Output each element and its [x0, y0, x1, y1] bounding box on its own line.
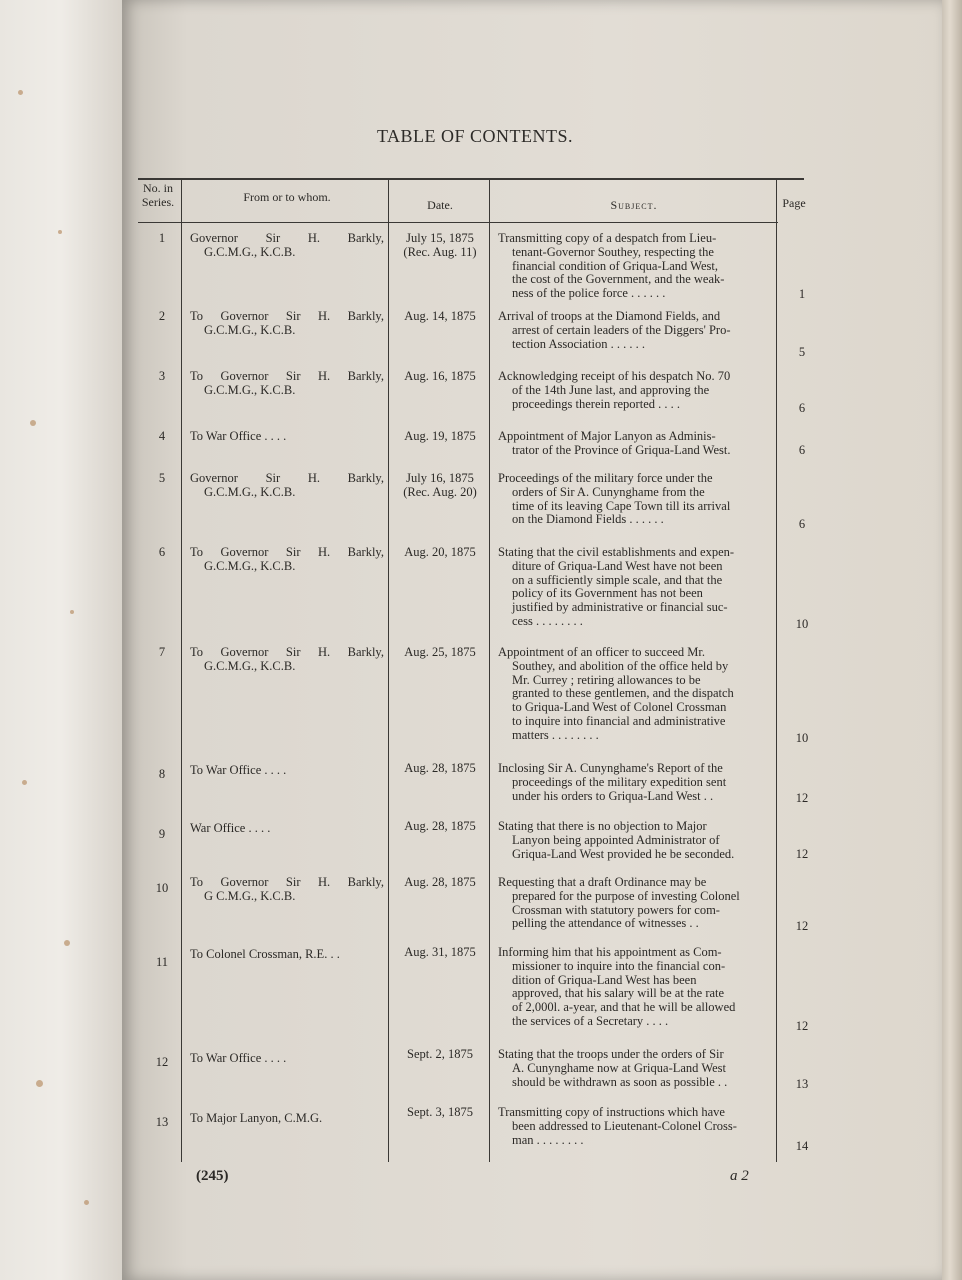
row-date: Aug. 25, 1875	[404, 645, 476, 659]
row-subject: Appointment of an officer to succeed Mr. Southey, and abolition of the office held by Mr. Currey ; retiring allowances to be granted to these gentlemen, and the dispatch to Griqua-Land West of Colonel Crossman to inquire into financial and administrative matters . . . . . . . .	[498, 645, 734, 742]
row-number: 13	[155, 1115, 169, 1129]
row-page: 12	[795, 919, 809, 933]
row-page: 6	[798, 443, 806, 457]
header-num: No. in Series.	[141, 181, 175, 209]
row-date: Aug. 16, 1875	[404, 369, 476, 383]
row-page: 1	[798, 287, 806, 301]
row-from: To Colonel Crossman, R.E. . .	[190, 947, 340, 961]
row-page: 6	[798, 401, 806, 415]
row-date: Aug. 19, 1875	[404, 429, 476, 443]
table-top-rule	[138, 178, 804, 180]
row-date: Aug. 28, 1875	[404, 819, 476, 833]
row-from: To Governor Sir H. Barkly, G.C.M.G., K.C.B.	[190, 645, 384, 673]
row-subject: Stating that the troops under the orders of Sir A. Cunynghame now at Griqua-Land West should be withdrawn as soon as possible . .	[498, 1047, 728, 1089]
col-rule-4	[776, 180, 777, 1162]
page-edge	[942, 0, 962, 1280]
row-date: July 15, 1875 (Rec. Aug. 11)	[403, 231, 477, 259]
row-number: 11	[155, 955, 169, 969]
row-number: 3	[158, 369, 166, 383]
row-number: 12	[155, 1055, 169, 1069]
row-subject: Acknowledging receipt of his despatch No. 70 of the 14th June last, and approving the proceedings therein reported . . . .	[498, 369, 731, 411]
row-date: Sept. 3, 1875	[407, 1105, 473, 1119]
row-number: 10	[155, 881, 169, 895]
header-from: From or to whom.	[243, 190, 331, 204]
row-page: 5	[798, 345, 806, 359]
row-subject: Proceedings of the military force under the orders of Sir A. Cunynghame from the time of its leaving Cape Town till its arrival on the Diamond Fields . . . . . .	[498, 471, 731, 527]
row-from: War Office . . . .	[190, 821, 271, 835]
row-date: Sept. 2, 1875	[407, 1047, 473, 1061]
row-page: 6	[798, 517, 806, 531]
row-subject: Informing him that his appointment as Com- missioner to inquire into the financial con- dition of Griqua-Land West has been approved, that his salary will be at the rate of 2,000l. a-year, and that he will be allowed the services of a Secretary . . . .	[498, 945, 736, 1028]
row-from: To War Office . . . .	[190, 763, 287, 777]
header-subject: Subject.	[610, 198, 658, 212]
row-from: To Governor Sir H. Barkly, G.C.M.G., K.C.B.	[190, 309, 384, 337]
row-date: Aug. 28, 1875	[404, 875, 476, 889]
row-subject: Appointment of Major Lanyon as Adminis- trator of the Province of Griqua-Land West.	[498, 429, 731, 457]
row-number: 7	[158, 645, 166, 659]
row-subject: Stating that there is no objection to Major Lanyon being appointed Administrator of Griqua-Land West provided he be seconded.	[498, 819, 735, 861]
row-number: 6	[158, 545, 166, 559]
row-number: 2	[158, 309, 166, 323]
row-page: 14	[795, 1139, 809, 1153]
row-from: To War Office . . . .	[190, 429, 287, 443]
row-subject: Inclosing Sir A. Cunynghame's Report of the proceedings of the military expedition sent under his orders to Griqua-Land West . .	[498, 761, 727, 803]
header-page: Page	[782, 196, 806, 210]
row-number: 4	[158, 429, 166, 443]
row-date: July 16, 1875 (Rec. Aug. 20)	[403, 471, 477, 499]
row-page: 10	[795, 617, 809, 631]
row-from: To Governor Sir H. Barkly, G C.M.G., K.C.B.	[190, 875, 384, 903]
row-date: Aug. 31, 1875	[404, 945, 476, 959]
header-bottom-rule	[138, 222, 778, 223]
footer-number: (245)	[196, 1168, 229, 1184]
row-from: Governor Sir H. Barkly, G.C.M.G., K.C.B.	[190, 231, 384, 259]
row-number: 9	[158, 827, 166, 841]
row-date: Aug. 28, 1875	[404, 761, 476, 775]
row-number: 8	[158, 767, 166, 781]
row-from: To War Office . . . .	[190, 1051, 287, 1065]
row-page: 12	[795, 847, 809, 861]
col-rule-3	[489, 180, 490, 1162]
row-page: 13	[795, 1077, 809, 1091]
row-subject: Stating that the civil establishments and expen- diture of Griqua-Land West have not been on a sufficiently simple scale, and that the policy of its Government has not been justified by administrative or financial suc- cess . . . . . . . .	[498, 545, 735, 628]
header-date: Date.	[427, 198, 453, 212]
col-rule-1	[181, 178, 182, 1162]
book-spine	[0, 0, 122, 1280]
row-from: To Governor Sir H. Barkly, G.C.M.G., K.C.B.	[190, 369, 384, 397]
row-page: 12	[795, 1019, 809, 1033]
row-page: 10	[795, 731, 809, 745]
footer-signature: a 2	[730, 1168, 749, 1184]
row-subject: Requesting that a draft Ordinance may be prepared for the purpose of investing Colonel Crossman with statutory powers for com- pelling the attendance of witnesses . .	[498, 875, 740, 931]
row-subject: Transmitting copy of a despatch from Lieu- tenant-Governor Southey, respecting the financial condition of Griqua-Land West, the cost of the Government, and the weak- ness of the police force . . . . . .	[498, 231, 725, 301]
row-date: Aug. 14, 1875	[404, 309, 476, 323]
row-number: 1	[158, 231, 166, 245]
row-date: Aug. 20, 1875	[404, 545, 476, 559]
page-title: TABLE OF CONTENTS.	[376, 126, 574, 146]
row-from: To Major Lanyon, C.M.G.	[190, 1111, 323, 1125]
row-from: Governor Sir H. Barkly, G.C.M.G., K.C.B.	[190, 471, 384, 499]
col-rule-2	[388, 180, 389, 1162]
row-subject: Arrival of troops at the Diamond Fields, and arrest of certain leaders of the Diggers' Pro- tection Association . . . . . .	[498, 309, 731, 351]
row-from: To Governor Sir H. Barkly, G.C.M.G., K.C.B.	[190, 545, 384, 573]
row-number: 5	[158, 471, 166, 485]
row-subject: Transmitting copy of instructions which have been addressed to Lieutenant-Colonel Cross- man . . . . . . . .	[498, 1105, 737, 1147]
row-page: 12	[795, 791, 809, 805]
